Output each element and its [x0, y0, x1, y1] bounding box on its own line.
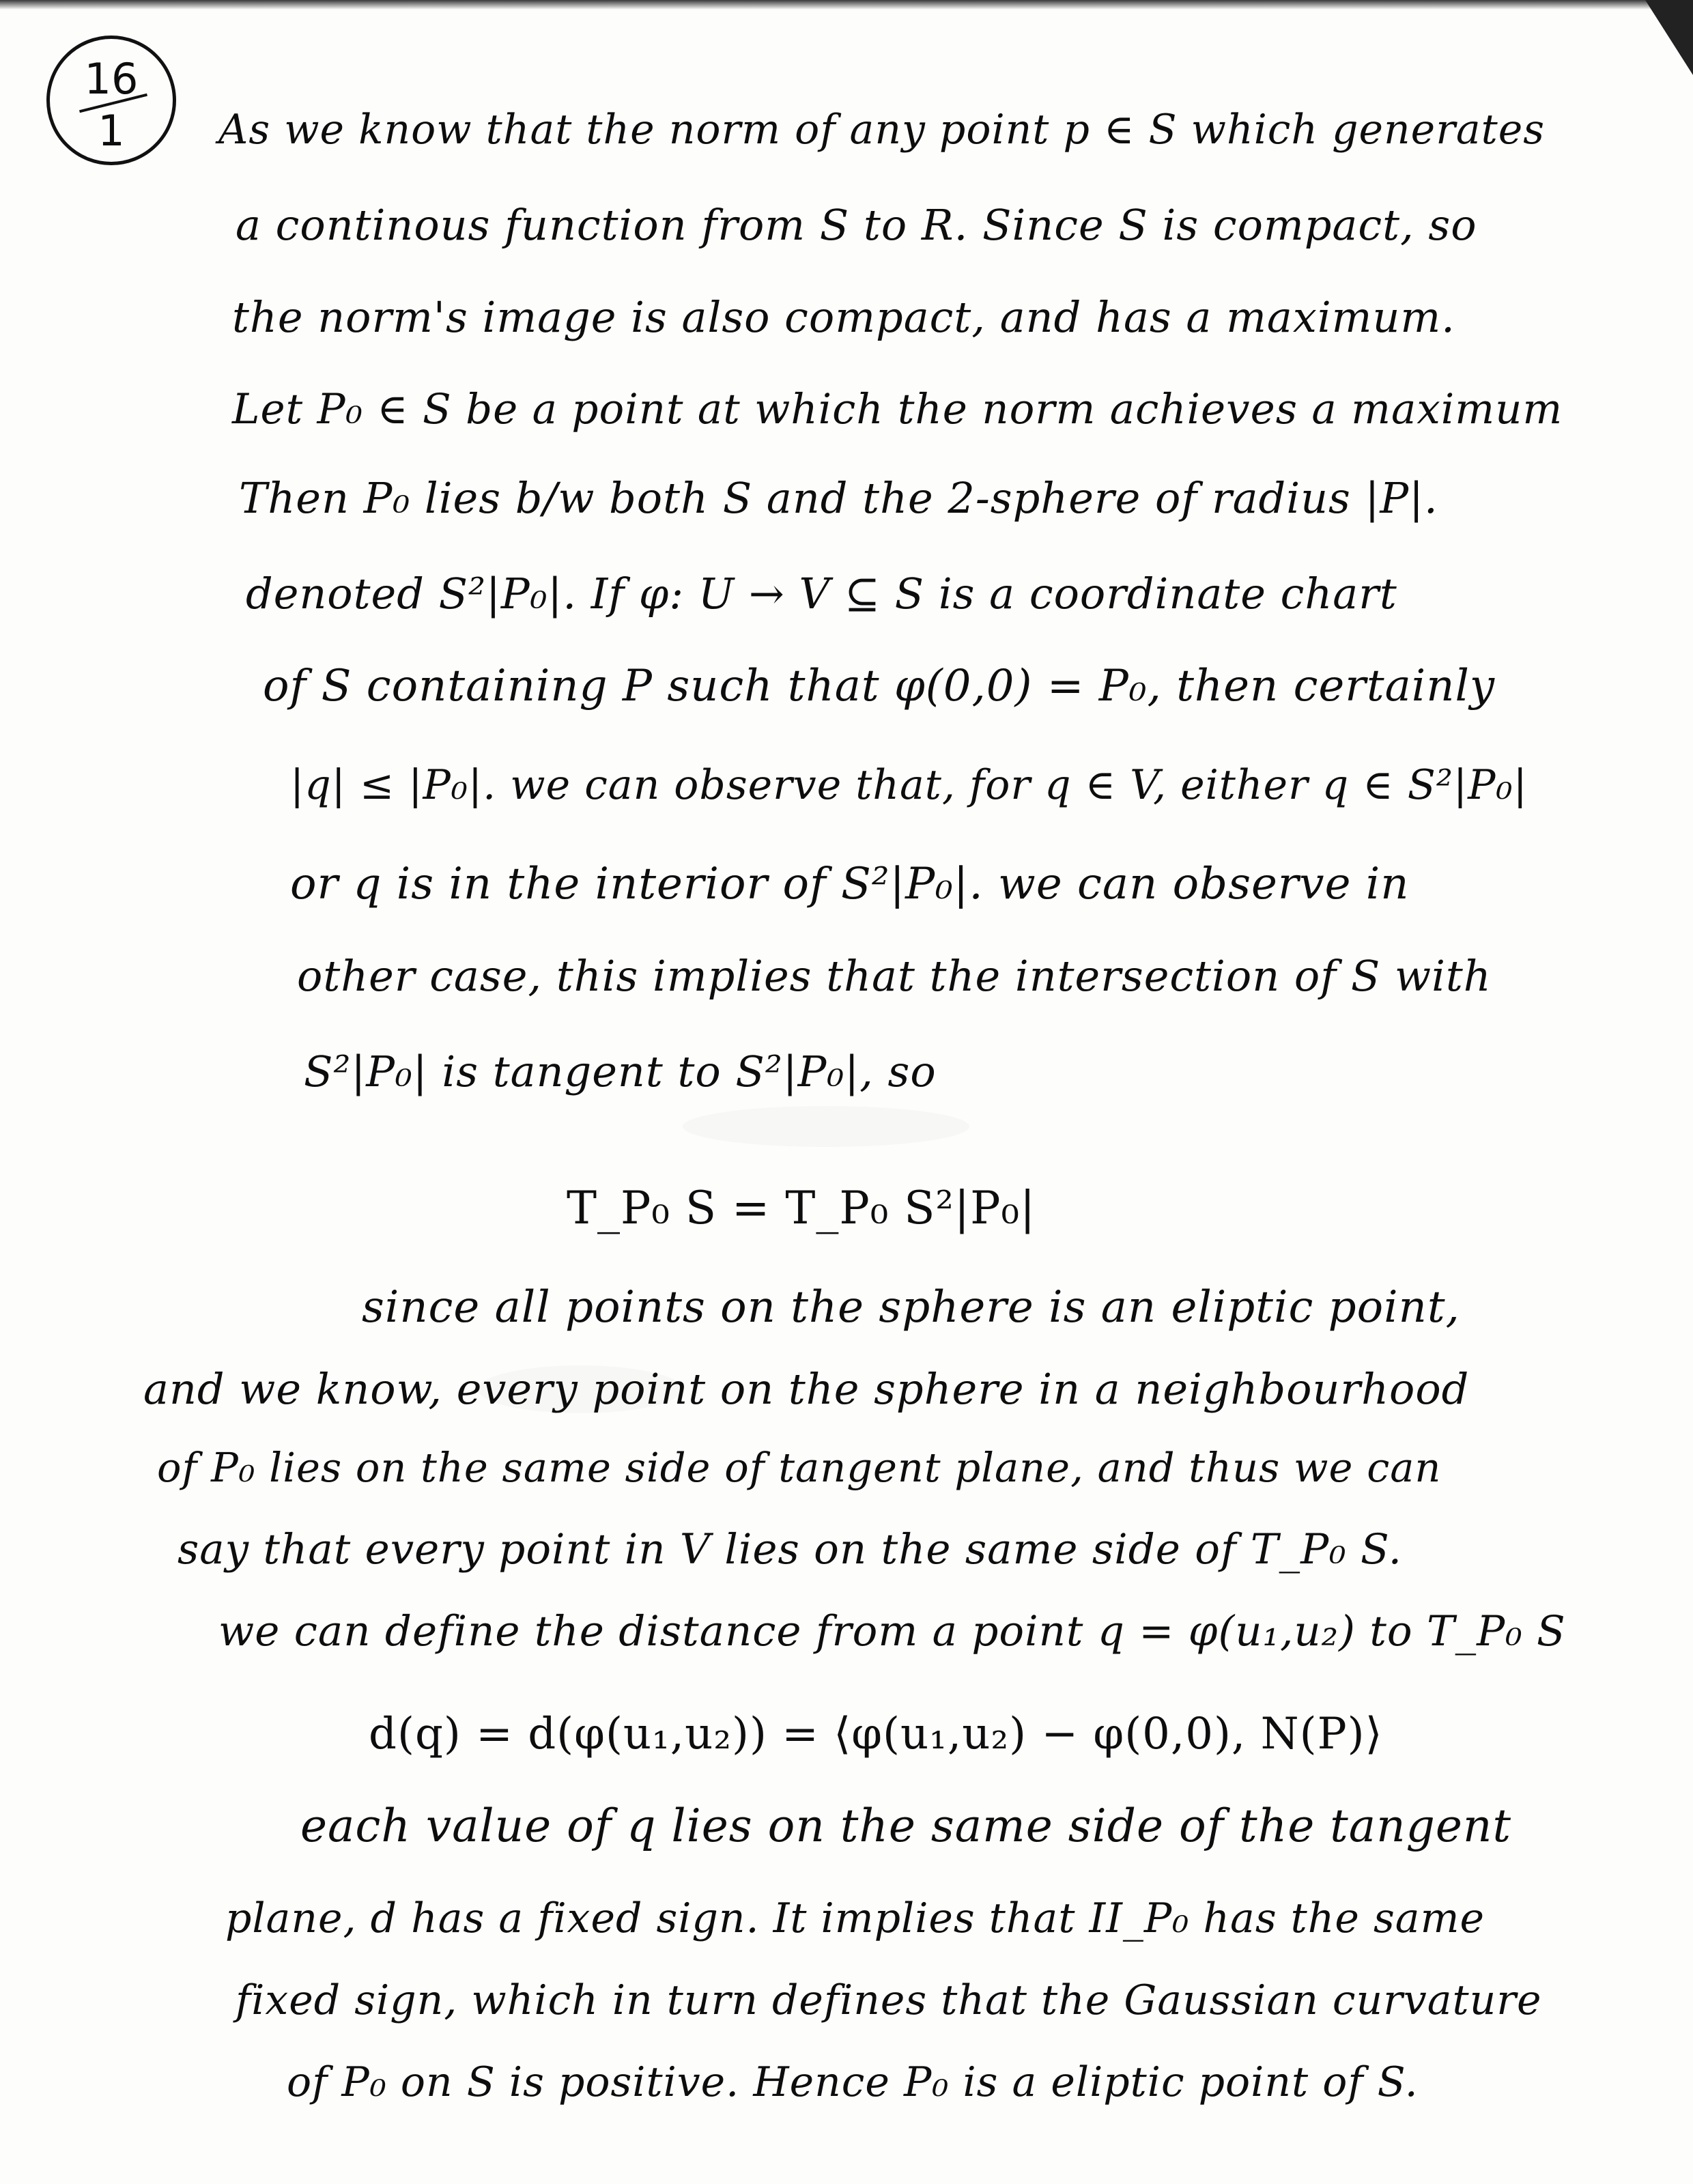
- paper-smudge: [683, 1106, 969, 1147]
- page-number-circle: [46, 36, 176, 165]
- text-line: since all points on the sphere is an eliptic point,: [362, 1282, 1460, 1333]
- text-line: of P₀ lies on the same side of tangent plane, and thus we can: [157, 1444, 1442, 1491]
- text-line: S²|P₀| is tangent to S²|P₀|, so: [304, 1047, 937, 1096]
- text-line: of P₀ on S is positive. Hence P₀ is a eliptic point of S.: [287, 2058, 1419, 2106]
- text-line: plane, d has a fixed sign. It implies that II_P₀ has the same: [225, 1895, 1485, 1942]
- text-line: the norm's image is also compact, and has a maximum.: [232, 292, 1455, 342]
- text-line: As we know that the norm of any point p ∈ S which generates: [218, 106, 1546, 154]
- text-line: denoted S²|P₀|. If φ: U → V ⊆ S is a coordinate chart: [246, 569, 1397, 619]
- page-number-top: 16: [84, 54, 139, 104]
- text-line: of S containing P such that φ(0,0) = P₀, then certainly: [263, 661, 1496, 711]
- tangent-plane-equation: T_P₀ S = T_P₀ S²|P₀|: [567, 1182, 1036, 1234]
- text-line: or q is in the interior of S²|P₀|. we can observe in: [290, 859, 1410, 909]
- text-line: other case, this implies that the intersection of S with: [297, 951, 1492, 1001]
- page-number-bottom: 1: [98, 106, 125, 156]
- text-line: fixed sign, which in turn defines that the Gaussian curvature: [236, 1976, 1542, 2024]
- scan-top-edge: [0, 0, 1693, 10]
- text-line: Let P₀ ∈ S be a point at which the norm achieves a maximum: [232, 385, 1563, 434]
- text-line: we can define the distance from a point q = φ(u₁,u₂) to T_P₀ S: [218, 1607, 1566, 1656]
- scan-corner-shadow: [1645, 0, 1693, 75]
- text-line: say that every point in V lies on the same side of T_P₀ S.: [177, 1525, 1402, 1574]
- text-line: and we know, every point on the sphere in a neighbourhood: [143, 1364, 1470, 1414]
- text-line: a continous function from S to R. Since S is compact, so: [236, 200, 1477, 250]
- distance-equation: d(q) = d(φ(u₁,u₂)) = ⟨φ(u₁,u₂) − φ(0,0), N(P)⟩: [369, 1709, 1383, 1759]
- text-line: each value of q lies on the same side of the tangent: [300, 1800, 1511, 1852]
- text-line: Then P₀ lies b/w both S and the 2-sphere of radius |P|.: [239, 473, 1438, 523]
- text-line: |q| ≤ |P₀|. we can observe that, for q ∈ V, either q ∈ S²|P₀|: [290, 761, 1528, 809]
